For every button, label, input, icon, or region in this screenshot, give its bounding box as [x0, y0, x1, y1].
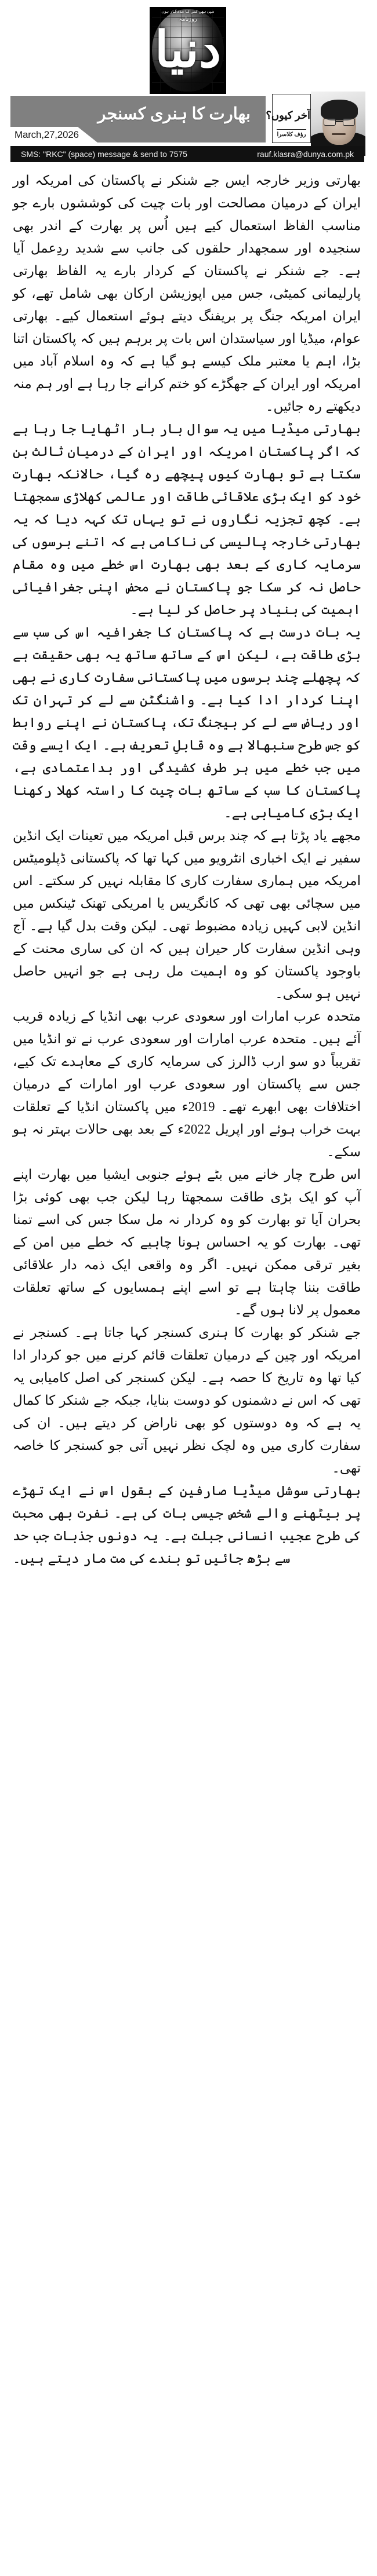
publication-logo: [150, 7, 226, 94]
article-paragraph: متحدہ عرب امارات اور سعودی عرب بھی انڈیا کے زیادہ قریب آئے ہیں۔ متحدہ عرب امارات اور سعودی عرب نے تو انڈیا میں تقریباً دو سو ارب ڈالرز کی سرمایہ کاری کے معاہدے تک کیے، جس سے پاکستان اور سعودی عرب اور امارات کے درمیان اختلافات بھی ابھرے تھے۔ 2019ء میں پاکستان انڈیا کے تعلقات بہت خراب ہوئے اور اپریل 2022ء کے بعد بھی حالات بہتر نہ ہو سکے۔: [13, 1009, 361, 1159]
logo-tagline: میں بھی کسی کا مددگار ہوں: [161, 9, 215, 14]
glasses-icon: [324, 118, 355, 126]
column-name: آخر کیوں؟: [266, 109, 310, 121]
logo-wordmark: دنیا: [154, 22, 222, 78]
article-paragraph: جے شنکر کو بھارت کا ہنری کسنجر کہا جاتا ہے۔ کسنجر نے امریکہ اور چین کے درمیان تعلقات قائم کرنے میں جو کردار ادا کیا تھا وہ تاریخ کا حصہ ہے۔ لیکن کسنجر کی اصل کامیابی یہ تھی کہ اس نے دشمنوں کو دوست بنایا، جبکہ جے شنکر کا کمال یہ ہے کہ وہ دوستوں کو بھی ناراض کر دیتے ہیں۔ ان کی سفارت کاری میں وہ لچک نظر نہیں آتی جو کسنجر کا خاصہ تھی۔: [13, 1325, 361, 1475]
sms-instruction: SMS: "RKC" (space) message & send to 7575: [21, 149, 187, 159]
photo-mouth: [332, 133, 346, 135]
article-paragraph: بھارتی میڈیا میں یہ سوال بار بار اٹھایا جا رہا ہے کہ اگر پاکستان امریکہ اور ایران کے درمیان ثالث بن سکتا ہے تو بھارت کیوں پیچھے رہ گیا، حالانکہ بھارت خود کو ایک بڑی علاقائی طاقت اور عالمی کھلاڑی سمجھتا ہے۔ کچھ تجزیہ نگاروں نے تو یہاں تک کہہ دیا کہ یہ بھارتی خارجہ پالیسی کی ناکامی ہے کہ اتنے برسوں کی سرمایہ کاری کے بعد بھی بھارت اس خطے میں وہ مقام حاصل نہ کر سکا جو پاکستان نے محض اپنی جغرافیائی اہمیت کی بنیاد پر حاصل کر لیا ہے۔: [13, 422, 361, 617]
publication-date: March,27,2026: [14, 129, 79, 140]
byline-box: [266, 94, 311, 143]
photo-hair: [321, 100, 358, 120]
article-body: [13, 169, 361, 1570]
author-name: رؤف کلاسرا: [277, 131, 306, 138]
article-paragraph: بھارتی وزیر خارجہ ایس جے شنکر نے پاکستان کی امریکہ اور ایران کے درمیان مصالحت اور بات چیت کی کوششوں بارے جو مناسب الفاظ استعمال کیے ہیں اُس پر بھارت کے اندر بھی سنجیدہ اور سمجھدار حلقوں کی جانب سے شدید ردِعمل آیا ہے۔ جے شنکر نے پاکستان کے کردار بارے یہ الفاظ بھارتی پارلیمانی کمیٹی، جس میں اپوزیشن ارکان بھی شامل تھے، کو ایران امریکہ جنگ پر بریفنگ دیتے ہوئے استعمال کیے۔ بھارتی عوام، میڈیا اور سیاستدان اس بات پر برہم ہیں کہ پاکستان اتنا بڑا، اہم یا معتبر ملک کیسے ہو گیا ہے کہ وہ اسلام آباد میں امریکہ اور ایران کے جھگڑے کو ختم کرانے جا رہا ہے اور ہم منہ دیکھتے رہ جائیں۔: [13, 173, 361, 414]
logo-subtitle: روزنامہ: [179, 16, 197, 23]
article-paragraph: مجھے یاد پڑتا ہے کہ چند برس قبل امریکہ میں تعینات ایک انڈین سفیر نے ایک اخباری انٹرویو میں کہا تھا کہ پاکستانی ڈپلومیٹس امریکہ میں ہماری سفارت کاری کا مقابلہ نہیں کر سکتے۔ اس میں سچائی بھی تھی کہ کانگریس یا امریکی تھنک ٹینکس میں انڈین لابی کہیں زیادہ مضبوط تھی۔ لیکن وقت بدل گیا ہے۔ آج وہی انڈین سفارت کار حیران ہیں کہ ان کی ساری محنت کے باوجود پاکستان کو وہ اہمیت مل رہی ہے جو انہیں حاصل نہیں ہو سکی۔: [13, 828, 361, 1001]
author-email[interactable]: rauf.klasra@dunya.com.pk: [257, 149, 354, 159]
page-title: بھارت کا ہنری کسنجر: [97, 105, 251, 123]
article-paragraph: بھارتی سوشل میڈیا صارفین کے بقول اس نے ایک تھڑے پر بیٹھنے والے شخص جیسی بات کی ہے۔ نفرت بھی محبت کی طرح عجیب انسانی جبلت ہے۔ یہ دونوں جذبات جب حد سے بڑھ جائیں تو بندے کی مت مار دیتے ہیں۔: [13, 1484, 361, 1566]
article-paragraph: یہ بات درست ہے کہ پاکستان کا جغرافیہ اس کی سب سے بڑی طاقت ہے، لیکن اس کے ساتھ ساتھ یہ بھی حقیقت ہے کہ پچھلے چند برسوں میں پاکستانی سفارت کاری نے بھی اپنا کردار ادا کیا ہے۔ واشنگٹن سے لے کر تہران تک اور ریاض سے لے کر بیجنگ تک، پاکستان نے اپنے روابط کو جس طرح سنبھالا ہے وہ قابلِ تعریف ہے۔ ایک ایسے وقت میں جب خطے میں ہر طرف کشیدگی اور بداعتمادی ہے، پاکستان کا سب کے ساتھ بات چیت کا راستہ کھلا رکھنا ایک بڑی کامیابی ہے۔: [13, 625, 361, 820]
byline-divider: [277, 129, 306, 130]
article-paragraph: اس طرح چار خانے میں بٹے ہوئے جنوبی ایشیا میں بھارت اپنے آپ کو ایک بڑی طاقت سمجھتا رہا لیکن جب بھی کوئی بڑا بحران آیا تو بھارت کو وہ کردار نہ مل سکا جس کی اسے تمنا تھی۔ بھارت کو یہ احساس ہونا چاہیے کہ خطے میں امن کے بغیر ترقی ممکن نہیں۔ اگر وہ واقعی ایک ذمہ دار علاقائی طاقت بننا چاہتا ہے تو اسے اپنے ہمسایوں کے ساتھ تعلقات معمول پر لانا ہوں گے۔: [13, 1167, 361, 1317]
